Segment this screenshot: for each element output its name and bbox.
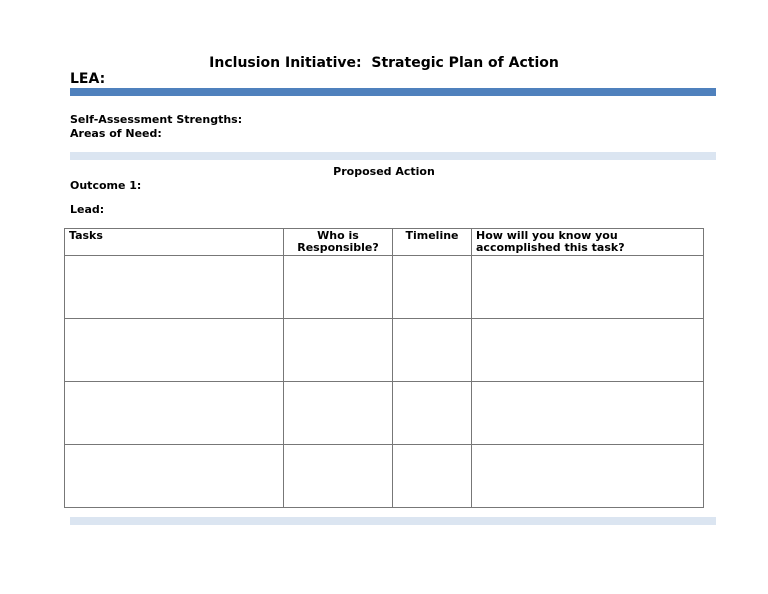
- footer-divider-bar: [70, 517, 716, 525]
- lea-label: LEA:: [70, 71, 106, 87]
- tasks-column-header: Tasks: [65, 229, 284, 256]
- responsible-column-header: Who is Responsible?: [284, 229, 393, 256]
- responsible-cell[interactable]: [284, 319, 393, 382]
- table-header-row: [65, 229, 704, 256]
- outcome-label: Outcome 1:: [70, 179, 142, 192]
- success-measure-cell[interactable]: [472, 382, 704, 445]
- timeline-cell[interactable]: [393, 256, 472, 319]
- timeline-cell[interactable]: [393, 382, 472, 445]
- responsible-cell[interactable]: [284, 445, 393, 508]
- areas-of-need-label: Areas of Need:: [70, 127, 162, 140]
- table-row: [65, 445, 704, 508]
- task-cell[interactable]: [65, 445, 284, 508]
- header-divider-bar: [70, 88, 716, 96]
- timeline-column-header: Timeline: [393, 229, 472, 256]
- responsible-cell[interactable]: [284, 382, 393, 445]
- success-measure-cell[interactable]: [472, 445, 704, 508]
- task-cell[interactable]: [65, 319, 284, 382]
- lead-label: Lead:: [70, 203, 105, 216]
- timeline-cell[interactable]: [393, 319, 472, 382]
- page-title: Inclusion Initiative: Strategic Plan of Action: [209, 55, 559, 71]
- success-measure-column-header: How will you know you accomplished this task?: [472, 229, 704, 256]
- success-measure-cell[interactable]: [472, 319, 704, 382]
- timeline-cell[interactable]: [393, 445, 472, 508]
- task-cell[interactable]: [65, 382, 284, 445]
- responsible-cell[interactable]: [284, 256, 393, 319]
- task-cell[interactable]: [65, 256, 284, 319]
- proposed-action-heading: Proposed Action: [333, 165, 435, 178]
- success-measure-cell[interactable]: [472, 256, 704, 319]
- table-row: [65, 319, 704, 382]
- action-plan-table: [64, 228, 704, 508]
- section-divider-bar: [70, 152, 716, 160]
- table-row: [65, 256, 704, 319]
- strengths-label: Self-Assessment Strengths:: [70, 113, 243, 126]
- table-row: [65, 382, 704, 445]
